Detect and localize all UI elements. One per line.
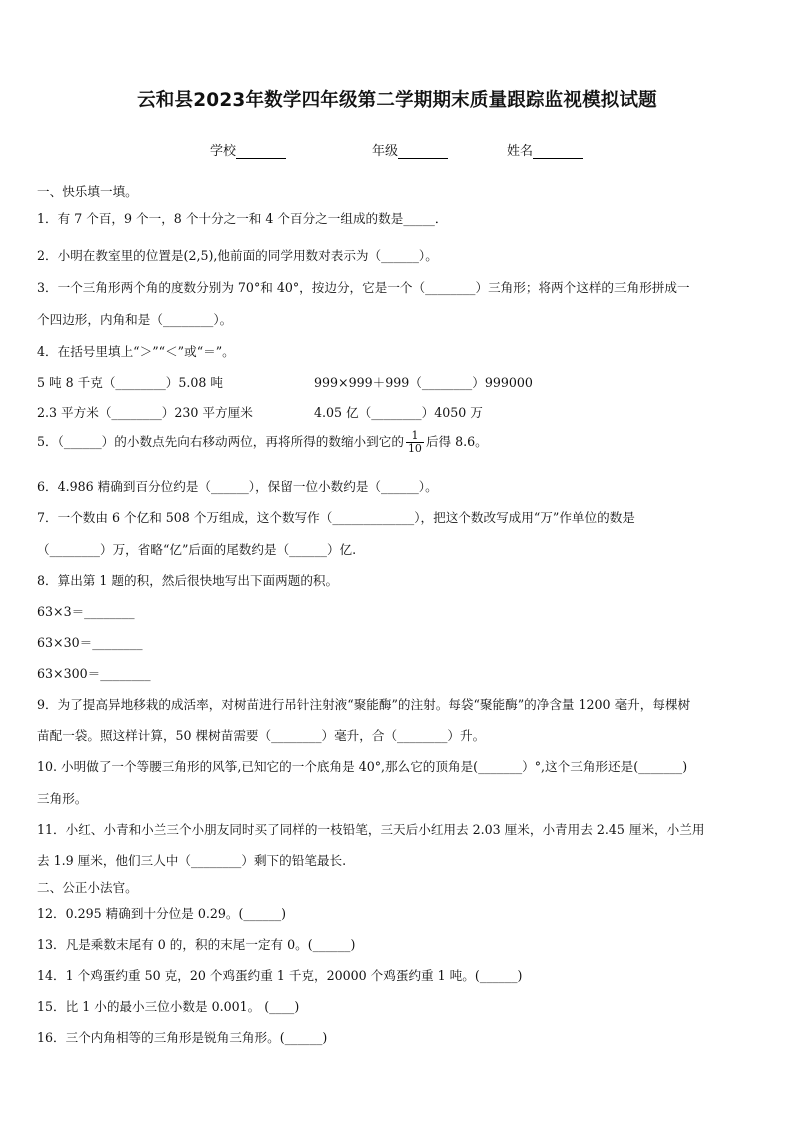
question-3-line-2: 个四边形，内角和是（________）。 — [37, 312, 233, 327]
question-8: 8．算出第 1 题的积，然后很快地写出下面两题的积。 — [37, 573, 339, 588]
question-3-line-1: 3．一个三角形两个角的度数分别为 70°和 40°，按边分，它是一个（________）三角形；将两个这样的三角形拼成一 — [37, 280, 690, 295]
section-heading-1: 一、快乐填一填。 — [37, 184, 138, 199]
question-8-item-2: 63×30＝________ — [37, 635, 143, 650]
question-8-item-1: 63×3＝________ — [37, 604, 135, 619]
question-14: 14．1 个鸡蛋约重 50 克，20 个鸡蛋约重 1 千克，20000 个鸡蛋约重 1 吨。(______) — [37, 968, 523, 983]
question-11-line-2: 去 1.9 厘米，他们三人中（________）剩下的铅笔最长. — [37, 853, 347, 868]
name-blank — [533, 144, 583, 159]
question-4-item-1: 5 吨 8 千克（________）5.08 吨 — [37, 375, 224, 390]
grade-field — [372, 140, 448, 159]
question-7-line-1: 7．一个数由 6 个亿和 508 个万组成，这个数写作（_____________），把这个数改写成用“万”作单位的数是 — [37, 510, 635, 525]
page-title: 云和县2023年数学四年级第二学期期末质量跟踪监视模拟试题 — [137, 90, 657, 111]
question-2: 2．小明在教室里的位置是(2,5),他前面的同学用数对表示为（______）。 — [37, 248, 438, 263]
question-4-item-4: 4.05 亿（________）4050 万 — [314, 405, 483, 420]
question-9-line-1: 9．为了提高异地移栽的成活率，对树苗进行吊针注射液“聚能酶”的注射。每袋“聚能酶”的净含量 1200 毫升，每棵树 — [37, 697, 691, 712]
question-10-line-1: 10. 小明做了一个等腰三角形的风筝,已知它的一个底角是 40°,那么它的顶角是(_______）°,这个三角形还是(_______) — [37, 759, 688, 774]
fraction-denominator: 10 — [407, 442, 422, 455]
question-4-item-2: 999×999＋999（________）999000 — [314, 375, 533, 390]
question-12: 12．0.295 精确到十分位是 0.29。(______) — [37, 906, 287, 921]
question-6: 6．4.986 精确到百分位约是（______），保留一位小数约是（______）。 — [37, 479, 438, 494]
school-blank — [236, 144, 286, 159]
question-1: 1．有 7 个百，9 个一，8 个十分之一和 4 个百分之一组成的数是_____． — [37, 211, 448, 226]
question-13: 13．凡是乘数末尾有 0 的，积的末尾一定有 0。(______) — [37, 937, 356, 952]
grade-blank — [398, 144, 448, 159]
question-16: 16．三个内角相等的三角形是锐角三角形。(______) — [37, 1030, 328, 1045]
question-8-item-3: 63×300＝________ — [37, 666, 151, 681]
fraction-one-tenth — [406, 430, 424, 455]
name-field — [507, 140, 583, 159]
question-4: 4．在括号里填上“＞”“＜”或“＝”。 — [37, 344, 235, 359]
question-11-line-1: 11．小红、小青和小兰三个小朋友同时买了同样的一枝铅笔，三天后小红用去 2.03 厘米，小青用去 2.45 厘米，小兰用 — [37, 822, 705, 837]
section-heading-2: 二、公正小法官。 — [37, 880, 138, 895]
grade-label: 年级 — [372, 144, 399, 159]
question-9-line-2: 苗配一袋。照这样计算，50 棵树苗需要（________）毫升，合（________）升。 — [37, 728, 486, 743]
question-5 — [37, 430, 488, 455]
question-10-line-2: 三角形。 — [37, 791, 88, 806]
question-15: 15．比 1 小的最小三位小数是 0.001。 (____) — [37, 999, 300, 1014]
school-field — [210, 140, 286, 159]
name-label: 姓名 — [507, 144, 534, 159]
question-7-line-2: （________）万，省略“亿”后面的尾数约是（______）亿. — [37, 542, 357, 557]
school-label: 学校 — [210, 144, 237, 159]
question-5-text: 5．（______）的小数点先向右移动两位，再将所得的数缩小到它的 — [37, 434, 404, 449]
fraction-numerator: 1 — [406, 430, 424, 443]
question-5-tail: 后得 8.6。 — [425, 434, 488, 449]
question-4-item-3: 2.3 平方米（________）230 平方厘米 — [37, 405, 253, 420]
